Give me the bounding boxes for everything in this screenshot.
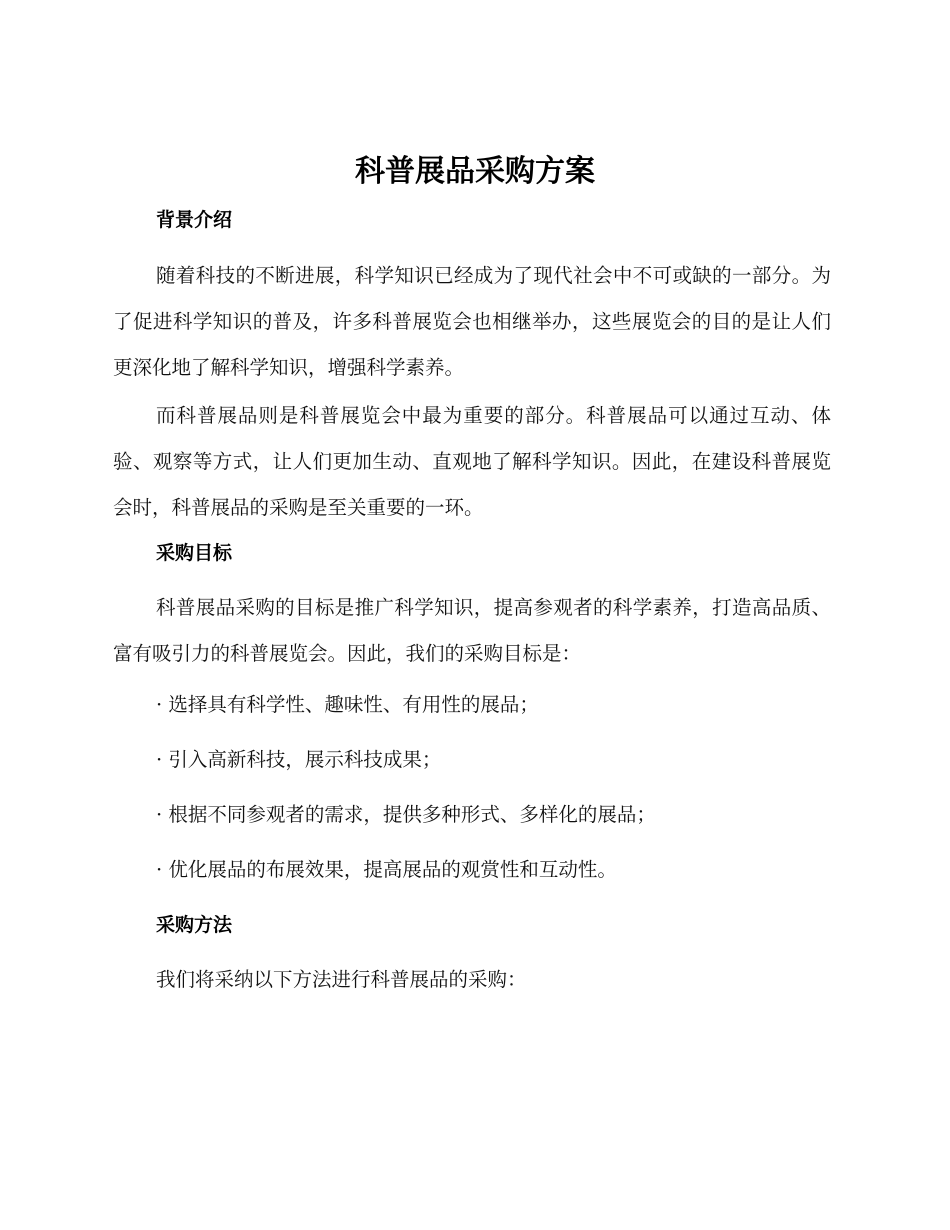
section-heading-background: 背景介绍 bbox=[156, 209, 233, 231]
goal-bullet-4: · 优化展品的布展效果，提高展品的观赏性和互动性。 bbox=[156, 858, 617, 881]
section-heading-goals: 采购目标 bbox=[156, 542, 233, 564]
goal-bullet-3: · 根据不同参观者的需求，提供多种形式、多样化的展品； bbox=[156, 803, 656, 826]
section-heading-methods: 采购方法 bbox=[156, 914, 233, 936]
goal-bullet-2: · 引入高新科技，展示科技成果； bbox=[156, 748, 442, 771]
document-title: 科普展品采购方案 bbox=[355, 154, 595, 189]
goals-paragraph: 科普展品采购的目标是推广科学知识，提高参观者的科学素养，打造高品质、富有吸引力的科普展览会。因此，我们的采购目标是： bbox=[113, 596, 831, 665]
background-paragraph-2: 而科普展品则是科普展览会中最为重要的部分。科普展品可以通过互动、体验、观察等方式，让人们更加生动、直观地了解科学知识。因此，在建设科普展览会时，科普展品的采购是至关重要的一环。 bbox=[113, 404, 831, 519]
background-paragraph-1: 随着科技的不断进展，科学知识已经成为了现代社会中不可或缺的一部分。为了促进科学知识的普及，许多科普展览会也相继举办，这些展览会的目的是让人们更深化地了解科学知识，增强科学素养。 bbox=[113, 264, 831, 379]
goal-bullet-1: · 选择具有科学性、趣味性、有用性的展品； bbox=[156, 693, 539, 716]
methods-paragraph: 我们将采纳以下方法进行科普展品的采购： bbox=[156, 968, 527, 991]
